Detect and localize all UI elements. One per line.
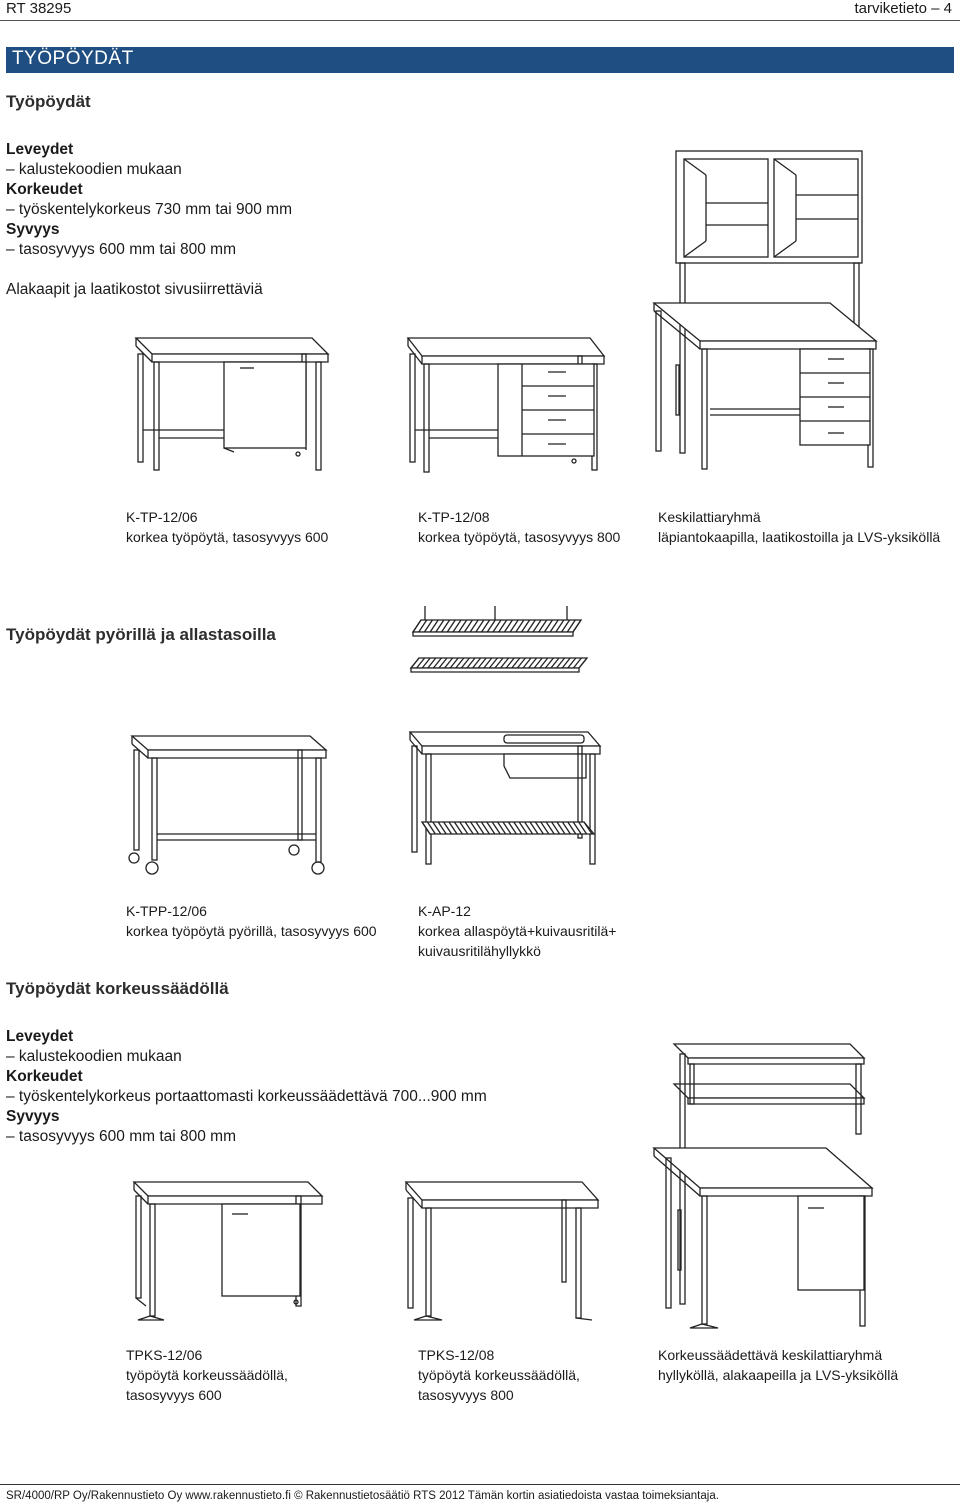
product-code: K-TP-12/06: [126, 509, 198, 525]
caption-k-ap-12: [418, 901, 616, 961]
product-description-cont: tasosyvyys 800: [418, 1387, 514, 1403]
product-description: korkea allaspöytä+kuivausritilä+: [418, 923, 617, 939]
adjustable-table-cabinet-illustration: [128, 1178, 328, 1323]
spec-item: – tasosyvyys 600 mm tai 800 mm: [6, 1128, 236, 1145]
section2-title: Työpöydät pyörillä ja allastasoilla: [6, 625, 276, 644]
spec-heading: Korkeudet: [6, 181, 83, 198]
section1-title: Työpöydät: [6, 92, 91, 111]
product-code: K-TP-12/08: [418, 509, 490, 525]
card-type: tarviketieto – 4: [854, 0, 952, 17]
caption-keskilattiaryhma: [658, 507, 940, 547]
footer-text: SR/4000/RP Oy/Rakennustieto Oy www.rakennustieto.fi © Rakennustietosäätiö RTS 2012 Tämän kortin asiatiedoista vastaa toimeksiantaja.: [6, 1490, 719, 1502]
product-code: TPKS-12/08: [418, 1347, 495, 1363]
product-code: Korkeussäädettävä keskilattiaryhmä: [658, 1347, 883, 1363]
product-description: työpöytä korkeussäädöllä,: [126, 1367, 288, 1383]
caption-tpks-12-06: [126, 1345, 288, 1405]
spec-item: – kalustekoodien mukaan: [6, 161, 182, 178]
product-description-cont: tasosyvyys 600: [126, 1387, 222, 1403]
caption-k-tp-12-06: [126, 507, 328, 547]
product-description: korkea työpöytä pyörillä, tasosyvyys 600: [126, 923, 377, 939]
section1-note: Alakaapit ja laatikostot sivusiirrettäviä: [6, 281, 263, 298]
product-description: työpöytä korkeussäädöllä,: [418, 1367, 580, 1383]
spec-item: – tasosyvyys 600 mm tai 800 mm: [6, 241, 236, 258]
caption-tpks-12-08: [418, 1345, 580, 1405]
adjustable-table-illustration: [400, 1178, 605, 1323]
central-island-illustration: [650, 145, 885, 475]
product-description: läpiantokaapilla, laatikostoilla ja LVS-yksiköllä: [658, 529, 941, 545]
banner-title: TYÖPÖYDÄT: [12, 48, 134, 69]
spec-item: – työskentelykorkeus portaattomasti korkeussäädettävä 700...900 mm: [6, 1088, 487, 1105]
product-code: Keskilattiaryhmä: [658, 509, 761, 525]
section3-specs: [6, 1027, 487, 1147]
adjustable-central-island-illustration: [650, 1040, 885, 1330]
spec-heading: Leveydet: [6, 1028, 74, 1045]
product-description: korkea työpöytä, tasosyvyys 600: [126, 529, 329, 545]
card-code: RT 38295: [6, 0, 72, 17]
spec-item: – työskentelykorkeus 730 mm tai 900 mm: [6, 201, 293, 218]
spec-heading: Korkeudet: [6, 1068, 83, 1085]
footer-rule: [0, 1484, 960, 1485]
spec-heading: Syvyys: [6, 1108, 60, 1125]
product-code: TPKS-12/06: [126, 1347, 203, 1363]
header-rule: [0, 20, 960, 21]
spec-item: – kalustekoodien mukaan: [6, 1048, 182, 1065]
table-with-drawers-illustration: [402, 330, 607, 475]
product-code: K-AP-12: [418, 903, 471, 919]
table-with-cabinet-illustration: [130, 330, 330, 475]
caption-k-tp-12-08: [418, 507, 620, 547]
product-description: korkea työpöytä, tasosyvyys 800: [418, 529, 621, 545]
caption-k-tpp-12-06: [126, 901, 377, 941]
product-description: hyllyköllä, alakaapeilla ja LVS-yksiköllä: [658, 1367, 899, 1383]
section1-specs: [6, 140, 292, 260]
drying-rack-shelf-illustration: [405, 602, 590, 677]
spec-heading: Syvyys: [6, 221, 60, 238]
caption-adjustable-group: [658, 1345, 898, 1385]
product-code: K-TPP-12/06: [126, 903, 207, 919]
table-on-wheels-illustration: [122, 730, 332, 880]
product-description-cont: kuivausritilähyllykkö: [418, 943, 541, 959]
section-banner: [6, 47, 954, 73]
section3-title: Työpöydät korkeussäädöllä: [6, 979, 229, 998]
spec-heading: Leveydet: [6, 141, 74, 158]
sink-table-illustration: [400, 726, 605, 876]
